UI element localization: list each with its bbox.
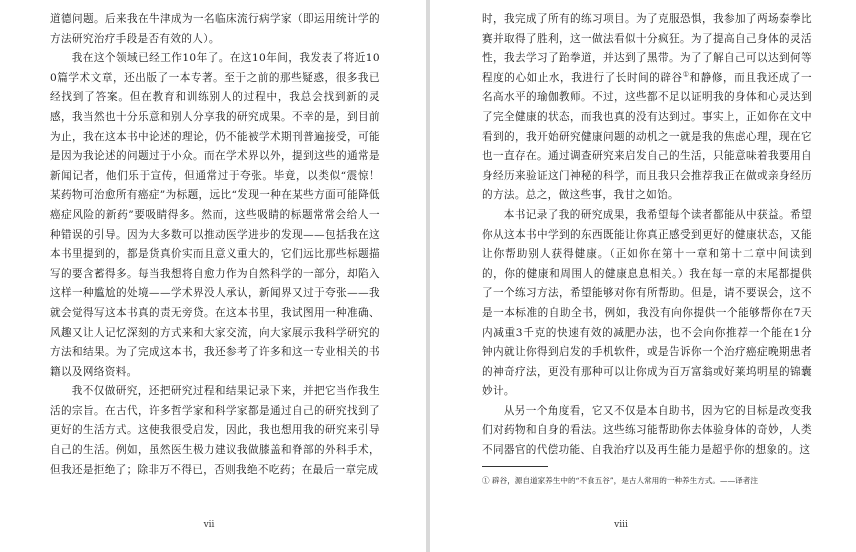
left-paragraph-3: 我不仅做研究，还把研究过程和结果记录下来，并把它当作我生活的宗旨。在古代，许多哲学家和科学家都是通过自己的研究找到了更好的生活方式。这使我很受启发，因此，我也想用我的研究来引导自己的生活。例如，虽然医生极力建议我做膝盖和脊部的外科手术，但我还是拒绝了；除非万不得已，否则我绝不吃药；在最后一章完成 [50,385,380,476]
right-paragraph-1-part-a: 时，我完成了所有的练习项目。为了克服恐惧，我参加了两场泰拳比赛并取得了胜利，这一做法看似十分疯狂。为了提高自己身体的灵活性，我去学习了跆拳道，并达到了黑带。为了了解自己可以达到何等程度的心如止水，我进行了长时间的辟谷 [482,13,812,84]
right-paragraph-3: 从另一个角度看，它又不仅是本自助书，因为它的目标是改变我们对药物和自身的看法。这些练习能帮助你去体验身体的奇妙，人类不同器官的代偿功能、自我治疗以及再生能力是超乎你的想象的。这 [482,404,812,457]
footnote: ① 辟谷，源自道家养生中的“不食五谷”，是古人常用的一种养生方式。——译者注 [482,476,758,485]
left-page [0,0,426,552]
right-page [430,0,856,552]
left-paragraph-2: 我在这个领域已经工作10年了。在这10年间，我发表了将近100篇学术文章，还出版了一本专著。至于之前的那些疑惑，很多我已经找到了答案。但在教育和训练别人的过程中，我总会找到新的灵感，我当然也十分乐意和别人分享我的研究成果。不幸的是，到目前为止，我在这本书中论述的理论，仍不能被学术期刊普遍接受，可能是因为我论述的问题过于小众。而在学术界以外，提到这些的通常是新闻记者，他们乐于宣传，但通常过于夸张。毕竟，以类似“震惊！某药物可治愈所有癌症”为标题，远比“发现一种在某些方面可能降低癌症风险的新药”要吸睛得多。然而，这些吸睛的标题常常会给人一种错误的引导。因为大多数可以推动医学进步的发现——包括我在这本书里提到的，都是货真价实而且意义重大的，它们远比那些标题描写的要含蓄得多。每当我想将自愈力作为自然科学的一部分，却陷入这样一种尴尬的处境——学术界没人承认，新闻界又过于夸张——我就会觉得写这本书真的责无旁贷。在这本书里，我试图用一种准确、风趣又让人记忆深刻的方式来和大家交流，向大家展示我科学研究的方法和结果。为了完成这本书，我还参考了许多和这一专业相关的书籍以及网络资料。 [50,52,380,378]
right-paragraph-2: 本书记录了我的研究成果，我希望每个读者都能从中获益。希望你从这本书中学到的东西既能让你真正感受到更好的健康状态，又能让你帮助别人获得健康。（正如你在第十一章和第十二章中间读到的，你的健康和周围人的健康息息相关。）我在每一章的末尾都提供了一个练习方法，希望能够对你有所帮助。但是，请不要误会，这不是一本标准的自助全书，例如，我没有向你提供一个能够帮你在7天内减重3千克的快速有效的减肥办法，也不会向你推荐一个能在1分钟内就让你得到启发的手机软件，或是告诉你一个治疗癌症晚期患者的神奇疗法，更没有那种可以让你成为百万富翁或好莱坞明星的锦囊妙计。 [482,208,812,398]
footnote-reference-marker[interactable]: ① [682,70,690,79]
right-page-body [482,10,812,461]
left-page-body [50,10,380,480]
page-number-right: viii [614,520,628,530]
left-paragraph-1: 道德问题。后来我在牛津成为一名临床流行病学家（即运用统计学的方法研究治疗手段是否有效的人）。 [50,13,380,45]
footnote-separator [482,466,548,467]
right-paragraph-1-part-b: 和静修，而且我还成了一名高水平的瑜伽教师。不过，这些都不足以证明我的身体和心灵达到了完全健康的状态，而我也真的没有达到过。事实上，正如你在文中看到的，我开始研究健康问题的动机之一就是我的焦虑心理，现在它也一直存在。通过调查研究来启发自己的生活，只能意味着我要用自身经历来验证这门神秘的科学，而且我只会推荐我正在做或亲身经历的方法。总之，做这些事，我甘之如饴。 [482,71,812,202]
page-number-left: vii [203,520,215,530]
right-paragraph-1 [482,10,812,206]
